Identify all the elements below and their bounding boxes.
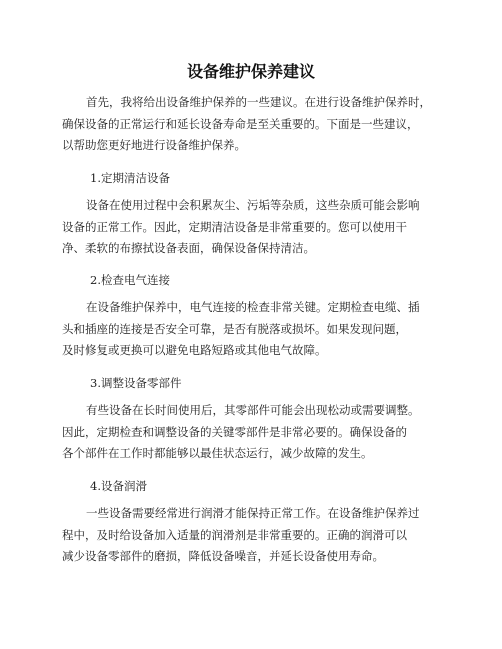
- section-line: 因此，定期检查和调整设备的关键零部件是非常必要的。确保设备的: [62, 424, 407, 439]
- section-line: 设备在使用过程中会积累灰尘、污垢等杂质，这些杂质可能会影响: [86, 198, 420, 212]
- intro-line: 确保设备的正常运行和延长设备寿命是至关重要的。下面是一些建议，: [62, 116, 419, 131]
- section-paragraph-2: [62, 297, 444, 362]
- section-paragraph-1: [62, 195, 444, 260]
- section-paragraph-3: [62, 400, 444, 465]
- section-line: 一些设备需要经常进行润滑才能保持正常工作。在设备维护保养过: [86, 506, 420, 520]
- section-heading-2: 2.检查电气连接: [90, 273, 170, 287]
- document-title: 设备维护保养建议: [186, 62, 315, 81]
- section-line: 在设备维护保养中，电气连接的检查非常关键。定期检查电缆、插: [86, 300, 420, 314]
- section-line: 减少设备零部件的磨损，降低设备噪音，并延长设备使用寿命。: [62, 549, 384, 564]
- intro-line: 首先，我将给出设备维护保养的一些建议。在进行设备维护保养时，: [86, 95, 431, 109]
- section-line: 各个部件在工作时都能够以最佳状态运行，减少故障的发生。: [62, 446, 373, 461]
- intro-line: 以帮助您更好地进行设备维护保养。: [62, 138, 246, 153]
- section-line: 设备的正常工作。因此，定期清洁设备是非常重要的。您可以使用干: [62, 219, 407, 234]
- section-line: 及时修复或更换可以避免电路短路或其他电气故障。: [62, 343, 327, 358]
- intro-paragraph: [62, 92, 444, 157]
- section-line: 有些设备在长时间使用后，其零部件可能会出现松动或需要调整。: [86, 403, 420, 417]
- section-paragraph-4: [62, 503, 444, 568]
- section-heading-4: 4.设备润滑: [90, 479, 147, 493]
- section-line: 头和插座的连接是否安全可靠，是否有脱落或损坏。如果发现问题，: [62, 321, 407, 336]
- section-line: 程中，及时给设备加入适量的润滑剂是非常重要的。正确的润滑可以: [62, 527, 407, 542]
- section-heading-1: 1.定期清洁设备: [90, 171, 170, 185]
- section-line: 净、柔软的布擦拭设备表面，确保设备保持清洁。: [62, 241, 315, 256]
- section-heading-3: 3.调整设备零部件: [90, 376, 182, 390]
